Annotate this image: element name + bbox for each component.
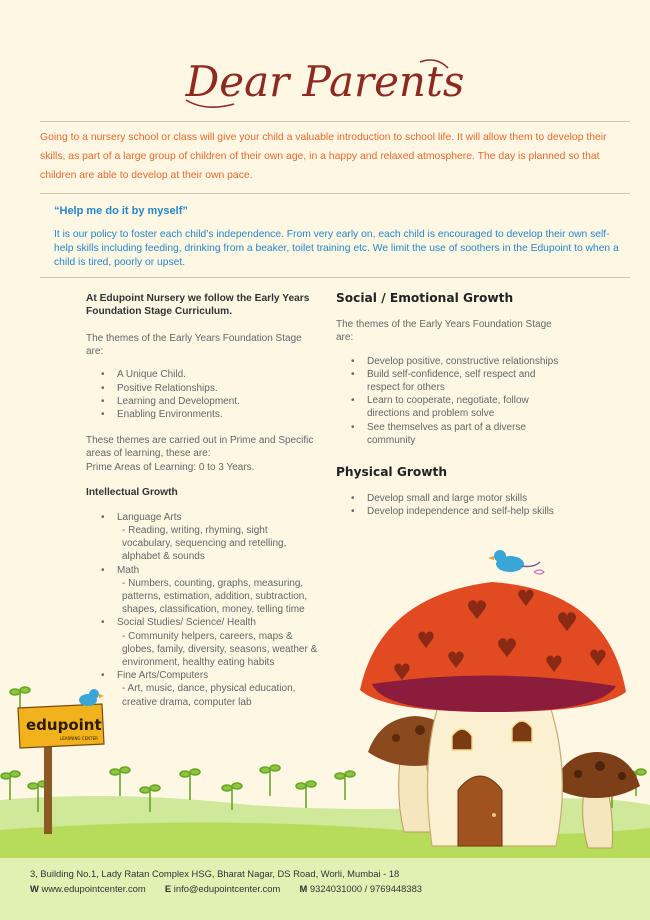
- theme-item: • Positive Relationships.: [86, 382, 318, 395]
- physical-list: [336, 492, 568, 518]
- themes-intro: The themes of the Early Years Foundation Stage are:: [86, 333, 302, 358]
- divider-top: [40, 121, 630, 122]
- intellectual-item: [86, 564, 318, 617]
- page-title: [0, 52, 650, 116]
- themes-list: [86, 368, 318, 421]
- physical-item: • Develop small and large motor skills: [336, 492, 568, 505]
- phone-label: M: [299, 883, 308, 894]
- intellectual-item-detail: - Community helpers, careers, maps & globes, family, diversity, seasons, weather & environment, healthy eating habits: [122, 630, 318, 669]
- email-link[interactable]: info@edupointcenter.com: [173, 883, 281, 894]
- areas-text: These themes are carried out in Prime and Specific areas of learning, these are:: [86, 435, 314, 460]
- social-item: • Build self-confidence, self respect and respect for others: [336, 368, 568, 394]
- sign-tagline: LEARNING CENTER: [60, 736, 98, 741]
- theme-item: • Enabling Environments.: [86, 408, 318, 421]
- intellectual-item-detail: - Art, music, dance, physical education, creative drama, computer lab: [122, 683, 296, 708]
- intellectual-heading: Intellectual Growth: [86, 486, 178, 498]
- intellectual-item-title: • Social Studies/ Science/ Health: [117, 617, 256, 629]
- website-label: W: [30, 883, 39, 894]
- divider-bottom: [40, 277, 630, 278]
- left-column: [86, 292, 318, 709]
- right-column: [336, 292, 568, 519]
- social-list: [336, 355, 568, 447]
- intellectual-item: [86, 511, 318, 564]
- footer: [30, 866, 422, 896]
- intellectual-item-detail: - Numbers, counting, graphs, measuring, patterns, estimation, addition, subtraction, shapes, classification, money, telling time: [122, 577, 308, 616]
- email-label: E: [164, 883, 172, 894]
- page-title-text: Dear Parents: [185, 57, 465, 106]
- quote-heading: “Help me do it by myself”: [54, 205, 188, 217]
- intellectual-item-detail: - Reading, writing, rhyming, sight vocabulary, sequencing and retelling, alphabet & sounds: [122, 525, 287, 563]
- social-intro: The themes of the Early Years Foundation Stage are:: [336, 319, 552, 344]
- social-item: • Learn to cooperate, negotiate, follow directions and problem solve: [336, 394, 568, 420]
- intellectual-item-title: • Language Arts: [117, 511, 182, 523]
- intellectual-item-title: • Math: [117, 564, 140, 576]
- physical-item: • Develop independence and self-help skills: [336, 505, 568, 518]
- footer-contacts: [30, 881, 422, 896]
- footer-address: 3, Building No.1, Lady Ratan Complex HSG, Bharat Nagar, DS Road, Worli, Mumbai - 18: [30, 868, 400, 879]
- website-link[interactable]: www.edupointcenter.com: [41, 883, 146, 894]
- quote-paragraph: It is our policy to foster each child’s independence. From very early on, each child is encouraged to develop their own self-help skills including feeding, drinking from a beaker, toilet training etc. We limit the use of soothers in the Edupoint to when a child is tired, poorly or upset.: [54, 229, 619, 269]
- physical-heading: Physical Growth: [336, 465, 448, 480]
- theme-item: • Learning and Development.: [86, 395, 318, 408]
- divider-middle: [40, 193, 630, 194]
- social-item: • Develop positive, constructive relationships: [336, 355, 568, 368]
- bird-on-mushroom: [488, 550, 544, 574]
- curriculum-heading: At Edupoint Nursery we follow the Early Years Foundation Stage Curriculum.: [86, 293, 310, 317]
- intellectual-item-title: • Fine Arts/Computers: [117, 670, 209, 682]
- intellectual-list: [86, 511, 318, 709]
- phone-number: 9324031000 / 9769448383: [309, 883, 422, 894]
- sign-logo-text: edupoint: [26, 716, 102, 734]
- social-item: • See themselves as part of a diverse community: [336, 421, 568, 447]
- intro-paragraph: Going to a nursery school or class will give your child a valuable introduction to school life. It will allow them to develop their skills, as part of a large group of children of their own age, in a happy and relaxed atmosphere. The day is planned so that children are able to develop at their own pace.: [40, 132, 607, 181]
- theme-item: • A Unique Child.: [86, 368, 318, 381]
- intellectual-item: [86, 669, 318, 709]
- social-heading: Social / Emotional Growth: [336, 291, 514, 305]
- areas-age: Prime Areas of Learning: 0 to 3 Years.: [86, 461, 255, 473]
- intellectual-item: [86, 616, 318, 669]
